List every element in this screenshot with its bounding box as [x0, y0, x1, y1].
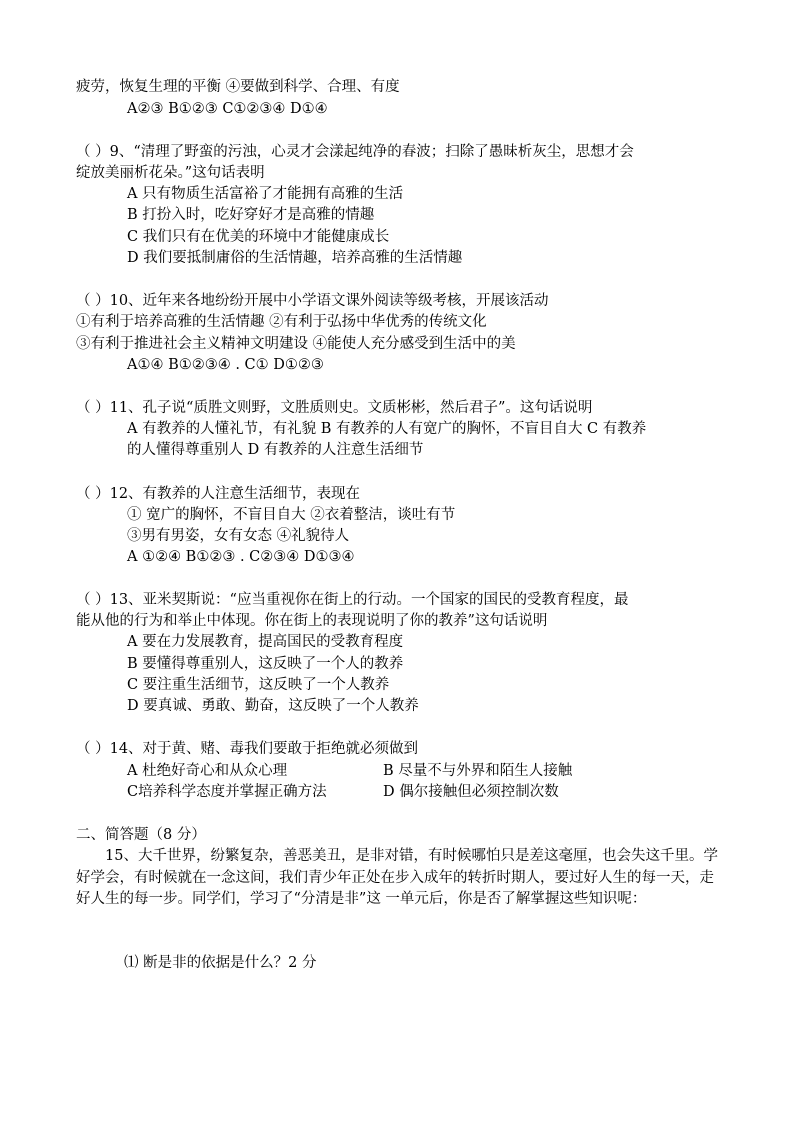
q8-options: A②③ B①②③ C①②③④ D①④	[127, 101, 328, 117]
q13-option-d: D 要真诚、勇敢、勤奋，这反映了一个人教养	[127, 698, 419, 714]
q14-stem: （ ）14、对于黄、赌、毒我们要敢于拒绝就必须做到	[76, 741, 419, 757]
q14-option-c: C培养科学态度并掌握正确方法	[127, 784, 327, 800]
q15-paragraph: 15、大千世界，纷繁复杂，善恶美丑，是非对错，有时候哪怕只是差这毫厘，也会失这千里。学好学会，有时候就在一念这间，我们青少年正处在步入成年的转折时期人，要过好人生的每一天，走好人生的每一步。同学们，学习了“分清是非”这 一单元后，你是否了解掌握这些知识呢：	[76, 848, 718, 907]
q13-option-c: C 要注重生活细节，这反映了一个人教养	[127, 677, 390, 693]
q14-option-b: B 尽量不与外界和陌生人接触	[383, 763, 573, 779]
q10-items-line1: ①有利于培养高雅的生活情趣 ②有利于弘扬中华优秀的传统文化	[76, 314, 487, 330]
q9-option-d: D 我们要抵制庸俗的生活情趣，培养高雅的生活情趣	[127, 250, 463, 266]
q12-items-line2: ③男有男姿，女有女态 ④礼貌待人	[127, 528, 350, 544]
q8-continuation: 疲劳，恢复生理的平衡 ④要做到科学、合理、有度	[76, 79, 400, 95]
q10-stem: （ ）10、近年来各地纷纷开展中小学语文课外阅读等级考核，开展该活动	[76, 293, 549, 309]
q13-option-a: A 要在力发展教育，提高国民的受教育程度	[127, 634, 404, 650]
section2-heading: 二、简答题（8 分）	[76, 827, 206, 843]
q11-options-line1: A 有教养的人懂礼节，有礼貌 B 有教养的人有宽广的胸怀，不盲目自大 C 有教养	[127, 421, 647, 437]
q10-options: A①④ B①②③④ . C① D①②③	[127, 357, 324, 373]
q11-stem: （ ）11、孔子说“质胜文则野，文胜质则史。文质彬彬，然后君子”。这句话说明	[76, 400, 593, 416]
q10-items-line2: ③有利于推进社会主义精神文明建设 ④能使人充分感受到生活中的美	[76, 336, 516, 352]
q12-items-line1: ① 宽广的胸怀，不盲目自大 ②衣着整洁，谈吐有节	[127, 507, 456, 523]
q9-stem-line1: （ ）9、“清理了野蛮的污浊，心灵才会漾起纯净的春波；扫除了愚昧析灰尘，思想才会	[76, 144, 634, 160]
q14-option-a: A 杜绝好奇心和从众心理	[127, 763, 288, 779]
q13-option-b: B 要懂得尊重别人，这反映了一个人的教养	[127, 656, 404, 672]
q9-option-b: B 打扮入时，吃好穿好才是高雅的情趣	[127, 207, 375, 223]
q14-option-d: D 偶尔接触但必须控制次数	[383, 784, 559, 800]
q12-options: A ①②④ B①②③ . C②③④ D①③④	[127, 549, 355, 565]
q13-stem-line1: （ ）13、亚米契斯说：“应当重视你在街上的行动。一个国家的国民的受教育程度，最	[76, 592, 629, 608]
q11-options-line2: 的人懂得尊重别人 D 有教养的人注意生活细节	[127, 442, 424, 458]
q9-option-c: C 我们只有在优美的环境中才能健康成长	[127, 229, 390, 245]
q13-stem-line2: 能从他的行为和举止中体现。你在街上的表现说明了你的教养”这句话说明	[76, 613, 548, 629]
q9-stem-line2: 绽放美丽析花朵。”这句话表明	[76, 165, 265, 181]
q12-stem: （ ）12、有教养的人注意生活细节，表现在	[76, 486, 361, 502]
q9-option-a: A 只有物质生活富裕了才能拥有高雅的生活	[127, 186, 404, 202]
q15-subquestion-1: ⑴ 断是非的依据是什么？2 分	[124, 955, 317, 971]
